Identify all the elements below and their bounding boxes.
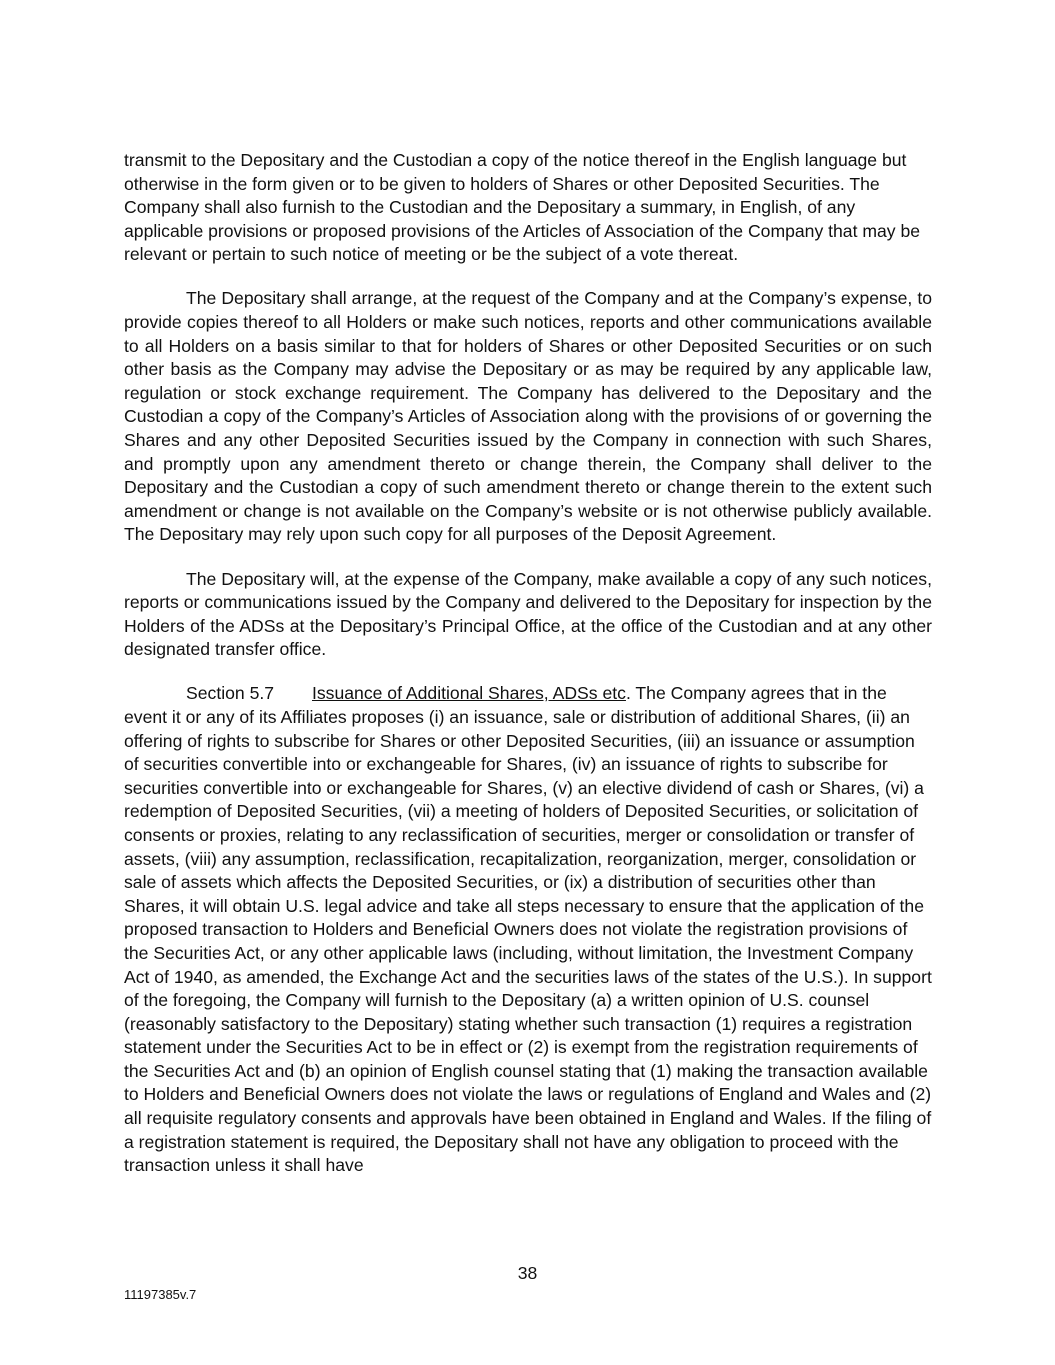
- paragraph-depositary-availability: The Depositary will, at the expense of the Company, make available a copy of any such notices, reports or communications issued by the Company and delivered to the Depositary for inspection by the Holders of the ADSs at the Depositary’s Principal Office, at the office of the Custodian and at any other designated transfer office.: [124, 568, 932, 660]
- document-id: 11197385v.7: [124, 1287, 197, 1302]
- document-body: [124, 149, 932, 1198]
- section-title-period: .: [625, 683, 631, 704]
- section-title: Issuance of Additional Shares, ADSs etc: [312, 683, 626, 704]
- page-number: 38: [517, 1263, 538, 1283]
- section-number: Section 5.7: [186, 683, 275, 704]
- paragraph-notice-continuation: transmit to the Depositary and the Custodian a copy of the notice thereof in the English language but otherwise in the form given or to be given to holders of Shares or other Deposited Securities. The Company shall also furnish to the Custodian and the Depositary a summary, in English, of any applicable provisions or proposed provisions of the Articles of Association of the Company that may be relevant or pertain to such notice of meeting or be the subject of a vote thereat.: [124, 150, 921, 265]
- section-5-7-paragraph: [124, 682, 932, 1177]
- section-text: The Company agrees that in the event it or any of its Affiliates proposes (i) an issuance, sale or distribution of additional Shares, (ii) an offering of rights to subscribe for Shares or other Deposited Securities, (iii) an issuance or assumption of securities convertible into or exchangeable for Shares, (iv) an issuance of rights to subscribe for securities convertible into or exchangeable for Shares, (v) an elective dividend of cash or Shares, (vi) a redemption of Deposited Securities, (vii) a meeting of holders of Deposited Securities, or solicitation of consents or proxies, relating to any reclassification of securities, merger or consolidation or transfer of assets, (viii) any assumption, reclassification, recapitalization, reorganization, merger, consolidation or sale of assets which affects the Deposited Securities, or (ix) a distribution of securities other than Shares, it will obtain U.S. legal advice and take all steps necessary to ensure that the application of the proposed transaction to Holders and Beneficial Owners does not violate the registration provisions of the Securities Act, or any other applicable laws (including, without limitation, the Investment Company Act of 1940, as amended, the Exchange Act and the securities laws of the states of the U.S.). In support of the foregoing, the Company will furnish to the Depositary (a) a written opinion of U.S. counsel (reasonably satisfactory to the Depositary) stating whether such transaction (1) requires a registration statement under the Securities Act to be in effect or (2) is exempt from the registration requirements of the Securities Act and (b) an opinion of English counsel stating that (1) making the transaction available to Holders and Beneficial Owners does not violate the laws or regulations of England and Wales and (2) all requisite regulatory consents and approvals have been obtained in England and Wales. If the filing of a registration statement is required, the Depositary shall not have any obligation to proceed with the transaction unless it shall have: [124, 683, 932, 1176]
- paragraph-depositary-arrangement: The Depositary shall arrange, at the request of the Company and at the Company’s expense, to provide copies thereof to all Holders or make such notices, reports and other communications available to all Holders on a basis similar to that for holders of Shares or other Deposited Securities or on such other basis as the Company may advise the Depositary or as may be required by any applicable law, regulation or stock exchange requirement. The Company has delivered to the Depositary and the Custodian a copy of the Company’s Articles of Association along with the provisions of or governing the Shares and any other Deposited Securities issued by the Company in connection with such Shares, and promptly upon any amendment thereto or change therein, the Company shall deliver to the Depositary and the Custodian a copy of such amendment thereto or change therein to the extent such amendment or change is not available on the Company’s website or is not otherwise publicly available. The Depositary may rely upon such copy for all purposes of the Deposit Agreement.: [124, 288, 932, 545]
